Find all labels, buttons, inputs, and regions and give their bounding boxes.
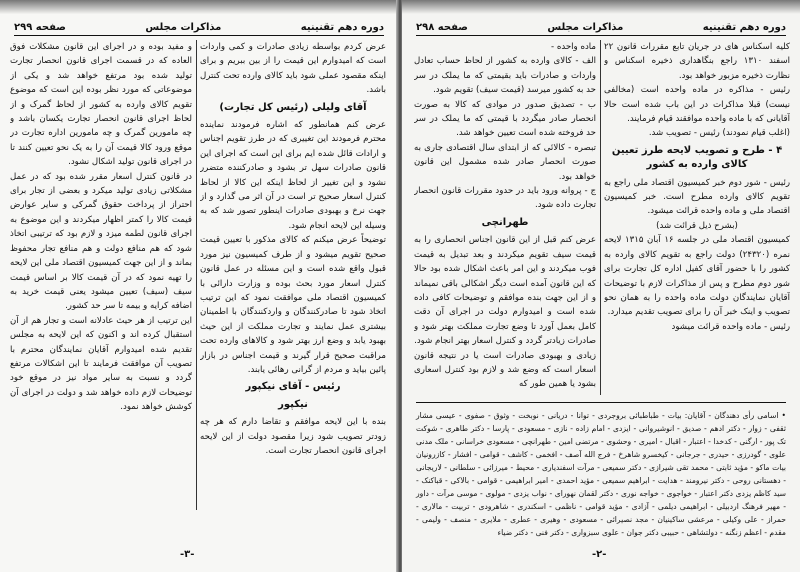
page-number: صفحه ۲۹۹ <box>14 22 66 33</box>
paragraph: ب - تصدیق صدور در موادی که کالا به صورت انحصار صادر میگردد با قیمتی که ما یملک در سر حد فروخته شده است تعیین خواهد شد. <box>414 99 596 139</box>
paragraph: کلیه اسکناس های در جریان تابع مقررات قانون ۲۲ اسفند ۱۳۱۰ راجع بنگاهداری ذخیره اسکناس و نظارت ذخیره مزبور خواهد بود. <box>604 42 790 81</box>
column-divider <box>196 40 197 510</box>
paragraph: ماده واحده - <box>551 42 596 52</box>
section-heading: ۴ - طرح و تصویب لایحه طرز تعیین کالای وارده به کشور <box>611 144 783 171</box>
paragraph: در قانون کنترل اسعار مقرر شده بود که در عمل مشکلاتی زیادی تولید میکرد و بعضی از تجار برای احتراز از پرداخت حقوق گمرکی و سایر عوارض قیمت کالا را کمتر اظهار میکردند و این موضوع به اجرای قانون لطمه میزد و لازم بود که ترتیبی اتخاذ شود که هم منافع دولت و هم منافع تجار محفوظ بماند و از این جهت کمیسیون اقتصاد ملی این لایحه را تهیه نمود که در آن قیمت کالا بر اساس قیمت سیف (سیف) تعیین میشود یعنی قیمت خرید به اضافه کرایه و بیمه تا سر حد کشور. <box>10 171 192 312</box>
paragraph: عرض کردم بواسطه زیادی صادرات و کمی واردات است که امیدوارم این قیمت را از بین ببریم و برای اینکه مقصود عملی شود باید کالای وارده تحت کنترل باشد. <box>200 42 386 96</box>
page-marker: -۲- <box>592 549 607 560</box>
paragraph: عرض کنم قبل از این قانون اجناس انحصاری را به قیمت سیف تقویم میکردند و بعد تبدیل به قیمت فوب میکردند و این امر باعث اشکال شده بود حالا که این قانون آمده است دیگر اشکالی باقی نمیماند و از این جهت بنده موافقم و توضیحات کافی داده شده است و امیدوارم دولت در اجرای آن دقت کامل بعمل آورد تا وضع تجارت مملکت بهتر شود و صادرات زیادتر گردد و کنترل اسعار بهتر انجام شود. <box>414 235 596 347</box>
page-marker: -۳- <box>180 549 195 560</box>
paragraph: ج - پروانه ورود باید در حدود مقررات قانون انحصار تجارت داده شود. <box>414 186 596 211</box>
paragraph: زیادی و بهبودی صادرات است یا در نتیجه قانون اسعار است که وضع شد و لازم بود کنترل اسعاری بشود یا همین طور که <box>414 350 596 390</box>
column-right <box>200 40 386 538</box>
journal-title: مذاکرات مجلس <box>547 22 624 33</box>
section-heading: طهرانچی <box>481 216 529 228</box>
column-left <box>414 40 596 398</box>
paragraph: تبصره - کالائی که از ابتدای سال اقتصادی جاری به صورت انحصار صادر شده مشمول این قانون خواهد بود. <box>414 142 596 182</box>
paragraph: کمیسیون اقتصاد ملی در جلسه ۱۶ آبان ۱۳۱۵ لایحه نمره (۲۴۳۲۰) دولت راجع به تقویم کالای وارده به کشور را با حضور آقای کفیل اداره کل تجارت برای شور دوم مطرح و پس از مذاکرات لازم با توضیحات آقایان نمایندگان دولت ماده واحده را به همان نحو تصویب و اینک خبر آن را برای تصویب تقدیم میدارد. <box>604 235 790 318</box>
section-heading: نیکپور <box>278 398 308 410</box>
session-label: دوره دهم تقنینیه <box>300 22 384 33</box>
paragraph: بنده با این لایحه موافقم و تقاضا دارم که هر چه زودتر تصویب شود زیرا مقصود دولت از این لایحه اجرای قانون انحصار تجارت است. <box>200 417 386 456</box>
column-right <box>604 40 790 398</box>
journal-title: مذاکرات مجلس <box>145 22 222 33</box>
scan-shadow <box>402 0 800 14</box>
column-divider <box>600 40 601 395</box>
page-header <box>416 22 786 36</box>
section-heading: رئیس - آقای نیکپور <box>245 381 341 393</box>
paragraph: عرض کنم همانطور که اشاره فرمودند نماینده محترم فرمودند این تغییری که در طرز تقویم اجناس و ارادات قائل شده ایم برای این است که اجرای این قانون صادرات سهل تر بشود و صادرکننده متضرر نشود و این تغییر از لحاظ اینکه این کالا از لحاظ کنترل اسعار صحیح تر است در آن اثر می گذارد و از جهت نرخ و بهبودی صادرات اینطور تصور شد که به وسیله این لایحه انجام شود. <box>200 120 386 231</box>
centered-note: (بشرح ذیل قرائت شد) <box>656 220 738 231</box>
paragraph: (اغلب قیام نمودند) رئیس - تصویب شد. <box>648 128 790 139</box>
paragraph: توضیحاً عرض میکنم که کالای مذکور با تعیین قیمت صحیح تقویم میشود و از طرف کمیسیون نیز مورد قبول واقع شده است و این مسئله در عمل قانون کنترل اسعار مورد بحث بوده و وزارت دارائی با کمیسیون اقتصاد ملی موافقت نمود که این ترتیب اتخاذ شود تا صادرکنندگان و واردکنندگان با اطمینان بیشتری عمل نمایند و تجارت مملکت از این حیث بهبود یابد و وضع ارز بهتر شود و کالاهای وارده تحت مراقبت صحیح قرار گیرند و قیمت اجناس در بازار پائین بیاید و مردم از گرانی رهائی یابند. <box>200 235 386 375</box>
left-page <box>0 0 398 572</box>
paragraph: رئیس - شور دوم خبر کمیسیون اقتصاد ملی راجع به تقویم کالای وارده مطرح است. خبر کمیسیون اقتصاد ملی و ماده واحده قرائت میشود. <box>604 177 790 217</box>
paragraph: رئیس - مذاکره در ماده واحده است (مخالفی نیست) قبلا مذاکرات در این باب شده است حالا آقایانی که با ماده واحده موافقند قیام فرمایند. <box>604 85 790 125</box>
paragraph: الف - کالای وارده به کشور از لحاظ حساب تعادل واردات و صادرات باید بقیمتی که ما یملک در سر حد به کشور میرسد (قیمت سیف) تقویم شود. <box>414 56 596 96</box>
paragraph: رئیس - ماده واحده قرائت میشود <box>671 321 790 332</box>
paragraph: و مفید بوده و در اجرای این قانون مشکلات فوق العاده که در قسمت اجرای قانون انحصار تجارت تولید شده بود مرتفع خواهد شد و یکی از موضوعاتی که مورد نظر بوده این است که موضوع تقویم کالای وارده به کشور از لحاظ گمرک و از لحاظ اجرای قانون انحصار تجارت یکسان باشد و چه مامورین گمرک و چه مامورین اداره تجارت در موقع ورود کالا قیمت آن را به یک نحو تعیین کنند تا در اجرای قانون تولید اشکال نشود. <box>10 42 192 168</box>
page-header <box>14 22 384 36</box>
page-number: صفحه ۲۹۸ <box>416 22 468 33</box>
right-page <box>402 0 800 572</box>
scan-shadow <box>0 0 398 14</box>
section-heading: آقای ولیلی (رئیس کل تجارت) <box>219 101 367 113</box>
session-label: دوره دهم تقنینیه <box>702 22 786 33</box>
paragraph: این ترتیب از هر حیث عادلانه است و تجار هم از آن استقبال کرده اند و اکنون که این لایحه به مجلس تقدیم شده امیدوارم آقایان نمایندگان محترم با تصویب آن موافقت فرمایند تا این اشکالات مرتفع گردد و نسبت به سایر مواد نیز در موقع خود توضیحات لازم داده خواهد شد و دولت در اجرای آن کوشش خواهد نمود. <box>10 315 192 413</box>
voters-footnote: • اسامی رأی دهندگان - آقایان: بیات - طباطبائی بروجردی - توانا - دریانی - نوبخت - وثوق - صفوی - عیسی مشار ثقفی - زوار - دکتر ادهم - صدیق - انوشیروانی - ایزدی - امام زاده - نازی - مسعودی - پارسا - دکتر طاهری - شوکت تک پور - ارگنی - کدخدا - اعتبار - اقبال - امیری - وحشوی - مرتضی امین - طهرانچی - مسعودی خراسانی - ملک مدنی علوی - گودرزی - حیدری - جرجانی - کیخسرو شاهرخ - فرج الله آصف - افخمی - کاشف - قوامی - افشار - کازرونیان بیات ماکو - مؤید ثابتی - محمد تقی شیرازی - دکتر سمیعی - مرآت اسفندیاری - محیط - میرزائی - سلطانی - لاریجانی - دهستانی روحی - دکتر نیرومند - هدایت - ابراهیم سمیعی - مؤید احمدی - امیر ابراهیمی - قوامی - بالاکی - قباکنک - سید کاظم یزدی دکتر اعتبار - خواجوی - خواجه نوری - دکتر لقمان نهورای - نواب یزدی - مولوی - موسی مرآت - داور - مهیر فرهنگ اردبیلی - ابراهیمی دیلمی - آزادی - مؤید قوامی - ناظمی - اسکندری - شاهرودی - تربیت - مالاری - حمراز - علی وکیلی - مرعشی ساکینیان - مجد نصیرائی - مسعودی - وهیری - عطری - ملایری - منصف - ولیمی - مقدم - اعظم زنگنه - دولتشاهی - حبیبی دکتر جوان - علوی سبزواری - دکتر فنی - دکتر ضیاء <box>416 402 786 539</box>
column-left <box>10 40 192 538</box>
